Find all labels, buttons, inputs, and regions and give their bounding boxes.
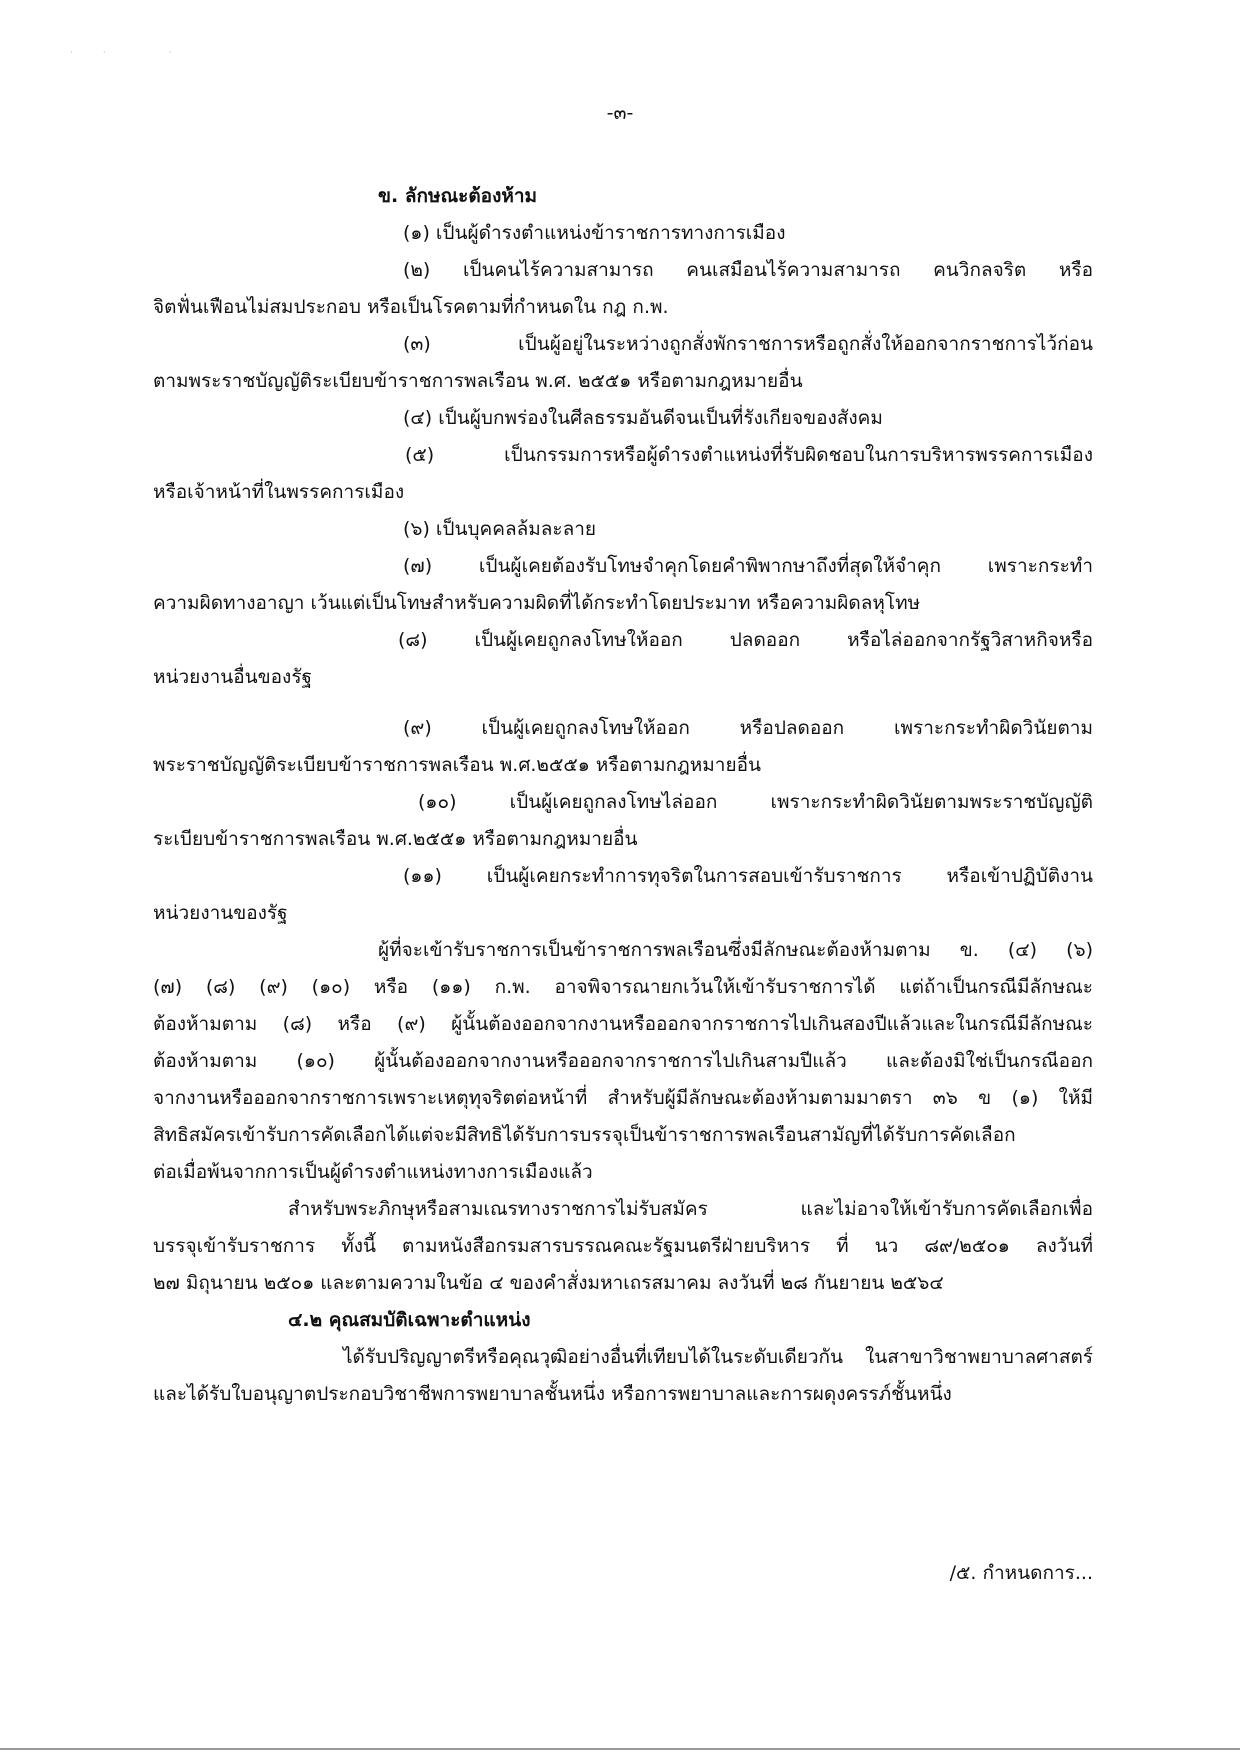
paragraph-line: (๙) เป็นผู้เคยถูกลงโทษให้ออก หรือปลดออก เพราะกระทำผิดวินัยตาม <box>403 717 1093 739</box>
paragraph-line: ตามพระราชบัญญัติระเบียบข้าราชการพลเรือน พ.ศ. ๒๕๕๑ หรือตามกฎหมายอื่น <box>153 370 803 392</box>
paragraph-line: สิทธิสมัครเข้ารับการคัดเลือกได้แต่จะมีสิทธิได้รับการบรรจุเป็นข้าราชการพลเรือนสามัญที่ได้รับการคัดเลือก <box>153 1124 1016 1146</box>
paragraph-line: (๗) (๘) (๙) (๑๐) หรือ (๑๑) ก.พ. อาจพิจารณายกเว้นให้เข้ารับราชการได้ แต่ถ้าเป็นกรณีมีลักษณะ <box>153 976 1093 998</box>
paragraph-line: (๔) เป็นผู้บกพร่องในศีลธรรมอันดีจนเป็นที่รังเกียจของสังคม <box>403 407 883 429</box>
paragraph-line: ผู้ที่จะเข้ารับราชการเป็นข้าราชการพลเรือนซึ่งมีลักษณะต้องห้ามตาม ข. (๔) (๖) <box>378 939 1093 961</box>
paragraph-line: ต้องห้ามตาม (๑๐) ผู้นั้นต้องออกจากงานหรือออกจากราชการไปเกินสามปีแล้ว และต้องมิใช่เป็นกรณีออก <box>153 1050 1093 1072</box>
paragraph-line: (๓) เป็นผู้อยู่ในระหว่างถูกสั่งพักราชการหรือถูกสั่งให้ออกจากราชการไว้ก่อน <box>403 333 1093 355</box>
page-number: -๓- <box>606 102 634 124</box>
document-body <box>153 178 1093 1413</box>
paragraph-line: (๒) เป็นคนไร้ความสามารถ คนเสมือนไร้ความสามารถ คนวิกลจริต หรือ <box>403 259 1093 281</box>
paragraph-line: (๖) เป็นบุคคลล้มละลาย <box>403 518 597 540</box>
paragraph-line: ระเบียบข้าราชการพลเรือน พ.ศ.๒๕๕๑ หรือตามกฎหมายอื่น <box>153 828 638 850</box>
paragraph-line: ๒๗ มิถุนายน ๒๕๐๑ และตามความในข้อ ๔ ของคำสั่งมหาเถรสมาคม ลงวันที่ ๒๘ กันยายน ๒๕๖๔ <box>153 1272 944 1294</box>
paragraph-gap <box>153 696 1093 710</box>
paragraph-line: (๑๑) เป็นผู้เคยกระทำการทุจริตในการสอบเข้ารับราชการ หรือเข้าปฏิบัติงาน <box>403 865 1093 887</box>
paragraph-line: จิตฟั่นเฟือนไม่สมประกอบ หรือเป็นโรคตามที่กำหนดใน กฎ ก.พ. <box>153 296 669 318</box>
paragraph-line: จากงานหรือออกจากราชการเพราะเหตุทุจริตต่อหน้าที่ สำหรับผู้มีลักษณะต้องห้ามตามมาตรา ๓๖ ข (๑) ให้มี <box>153 1087 1093 1109</box>
scan-artifact-marks: ·· · <box>70 48 202 58</box>
page-bottom-edge <box>0 1748 1240 1750</box>
paragraph-line: ต้องห้ามตาม (๘) หรือ (๙) ผู้นั้นต้องออกจากงานหรือออกจากราชการไปเกินสองปีแล้วและในกรณีมีลักษณะ <box>153 1013 1093 1035</box>
paragraph-line: พระราชบัญญัติระเบียบข้าราชการพลเรือน พ.ศ.๒๕๕๑ หรือตามกฎหมายอื่น <box>153 754 761 776</box>
paragraph-line: ความผิดทางอาญา เว้นแต่เป็นโทษสำหรับความผิดที่ได้กระทำโดยประมาท หรือความผิดลหุโทษ <box>153 592 921 614</box>
paragraph-line: (๕) เป็นกรรมการหรือผู้ดำรงตำแหน่งที่รับผิดชอบในการบริหารพรรคการเมือง <box>405 444 1093 466</box>
paragraph-line: (๘) เป็นผู้เคยถูกลงโทษให้ออก ปลดออก หรือไล่ออกจากรัฐวิสาหกิจหรือ <box>398 629 1093 651</box>
paragraph-line: บรรจุเข้ารับราชการ ทั้งนี้ ตามหนังสือกรมสารบรรณคณะรัฐมนตรีฝ่ายบริหาร ที่ นว ๘๙/๒๕๐๑ ลงวันที่ <box>153 1235 1093 1257</box>
paragraph-line: ได้รับปริญญาตรีหรือคุณวุฒิอย่างอื่นที่เทียบได้ในระดับเดียวกัน ในสาขาวิชาพยาบาลศาสตร์ <box>343 1346 1093 1368</box>
continuation-note: /๕. กำหนดการ... <box>949 1562 1093 1584</box>
paragraph-line: หน่วยงานของรัฐ <box>153 902 288 924</box>
paragraph-line: หน่วยงานอื่นของรัฐ <box>153 666 313 688</box>
paragraph-line: (๗) เป็นผู้เคยต้องรับโทษจำคุกโดยคำพิพากษาถึงที่สุดให้จำคุก เพราะกระทำ <box>403 555 1093 577</box>
paragraph-line: สำหรับพระภิกษุหรือสามเณรทางราชการไม่รับสมัคร และไม่อาจให้เข้ารับการคัดเลือกเพื่อ <box>288 1198 1093 1220</box>
section-heading: ๔.๒ คุณสมบัติเฉพาะตำแหน่ง <box>288 1309 531 1331</box>
section-heading: ข. ลักษณะต้องห้าม <box>378 185 538 207</box>
paragraph-line: (๑๐) เป็นผู้เคยถูกลงโทษไล่ออก เพราะกระทำผิดวินัยตามพระราชบัญญัติ <box>418 791 1093 813</box>
paragraph-line: ต่อเมื่อพ้นจากการเป็นผู้ดำรงตำแหน่งทางการเมืองแล้ว <box>153 1161 593 1183</box>
paragraph-line: และได้รับใบอนุญาตประกอบวิชาชีพการพยาบาลชั้นหนึ่ง หรือการพยาบาลและการผดุงครรภ์ชั้นหนึ่ง <box>153 1383 952 1405</box>
paragraph-line: หรือเจ้าหน้าที่ในพรรคการเมือง <box>153 481 405 503</box>
paragraph-line: (๑) เป็นผู้ดำรงตำแหน่งข้าราชการทางการเมือง <box>403 222 786 244</box>
